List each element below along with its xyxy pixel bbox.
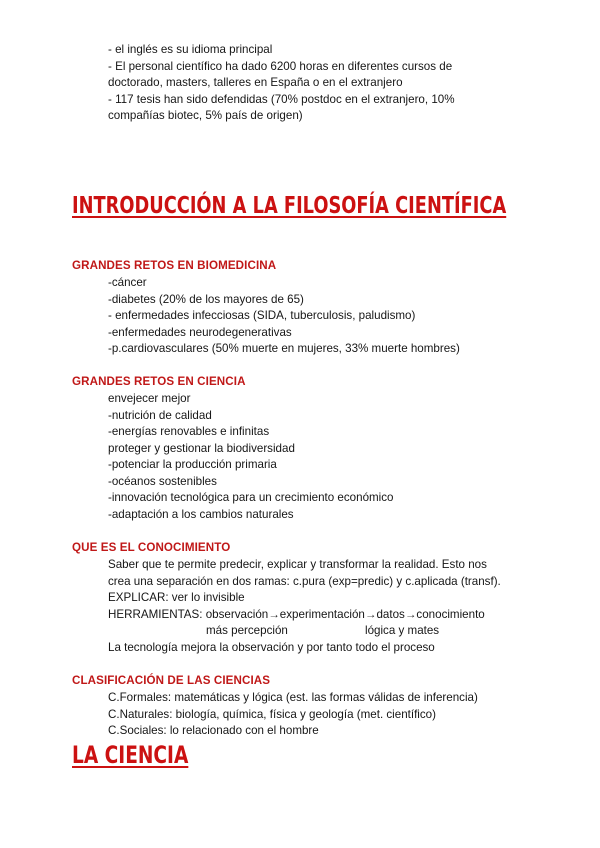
conocimiento-line-2: crea una separación en dos ramas: c.pura (exp=predic) y c.aplicada (transf). <box>108 575 501 588</box>
conocimiento-line-1: Saber que te permite predecir, explicar y transformar la realidad. Esto nos <box>108 558 487 571</box>
section-title-biomedicina: GRANDES RETOS EN BIOMEDICINA <box>72 259 277 272</box>
section-title-ciencia: GRANDES RETOS EN CIENCIA <box>72 375 246 388</box>
section-title-clasificacion: CLASIFICACIÓN DE LAS CIENCIAS <box>72 674 271 687</box>
list-item: -océanos sostenibles <box>108 475 217 488</box>
list-item: -enfermedades neurodegenerativas <box>108 326 292 339</box>
intro-line-5: compañías biotec, 5% país de origen) <box>108 109 303 122</box>
list-item: envejecer mejor <box>108 392 191 405</box>
herramientas-sub-percepcion: más percepción <box>206 624 288 637</box>
intro-line-2: - El personal científico ha dado 6200 horas en diferentes cursos de <box>108 60 453 73</box>
la-ciencia-heading: LA CIENCIA <box>72 741 189 769</box>
herramientas-sub-logica: lógica y mates <box>365 624 440 637</box>
conocimiento-line-3: EXPLICAR: ver lo invisible <box>108 591 245 604</box>
list-item: -diabetes (20% de los mayores de 65) <box>108 293 304 306</box>
list-item: -energías renovables e infinitas <box>108 425 270 438</box>
list-item: proteger y gestionar la biodiversidad <box>108 442 295 455</box>
intro-line-1: - el inglés es su idioma principal <box>108 43 273 56</box>
list-item: -p.cardiovasculares (50% muerte en mujeres, 33% muerte hombres) <box>108 342 460 355</box>
list-item: - enfermedades infecciosas (SIDA, tuberculosis, paludismo) <box>108 309 416 322</box>
herramientas-line: HERRAMIENTAS: observación→experimentación→datos→conocimiento <box>108 608 485 621</box>
section-title-conocimiento: QUE ES EL CONOCIMIENTO <box>72 541 231 554</box>
list-item: -nutrición de calidad <box>108 409 212 422</box>
list-item: C.Naturales: biología, química, física y geología (met. científico) <box>108 708 436 721</box>
conocimiento-line-5: La tecnología mejora la observación y por tanto todo el proceso <box>108 641 435 654</box>
list-item: C.Formales: matemáticas y lógica (est. las formas válidas de inferencia) <box>108 691 478 704</box>
list-item: C.Sociales: lo relacionado con el hombre <box>108 724 319 737</box>
intro-line-4: - 117 tesis han sido defendidas (70% postdoc en el extranjero, 10% <box>108 93 455 106</box>
list-item: -cáncer <box>108 276 147 289</box>
intro-line-3: doctorado, masters, talleres en España o en el extranjero <box>108 76 403 89</box>
list-item: -innovación tecnológica para un crecimiento económico <box>108 491 394 504</box>
list-item: -adaptación a los cambios naturales <box>108 508 294 521</box>
main-heading: INTRODUCCIÓN A LA FILOSOFÍA CIENTÍFICA <box>72 193 507 219</box>
list-item: -potenciar la producción primaria <box>108 458 277 471</box>
